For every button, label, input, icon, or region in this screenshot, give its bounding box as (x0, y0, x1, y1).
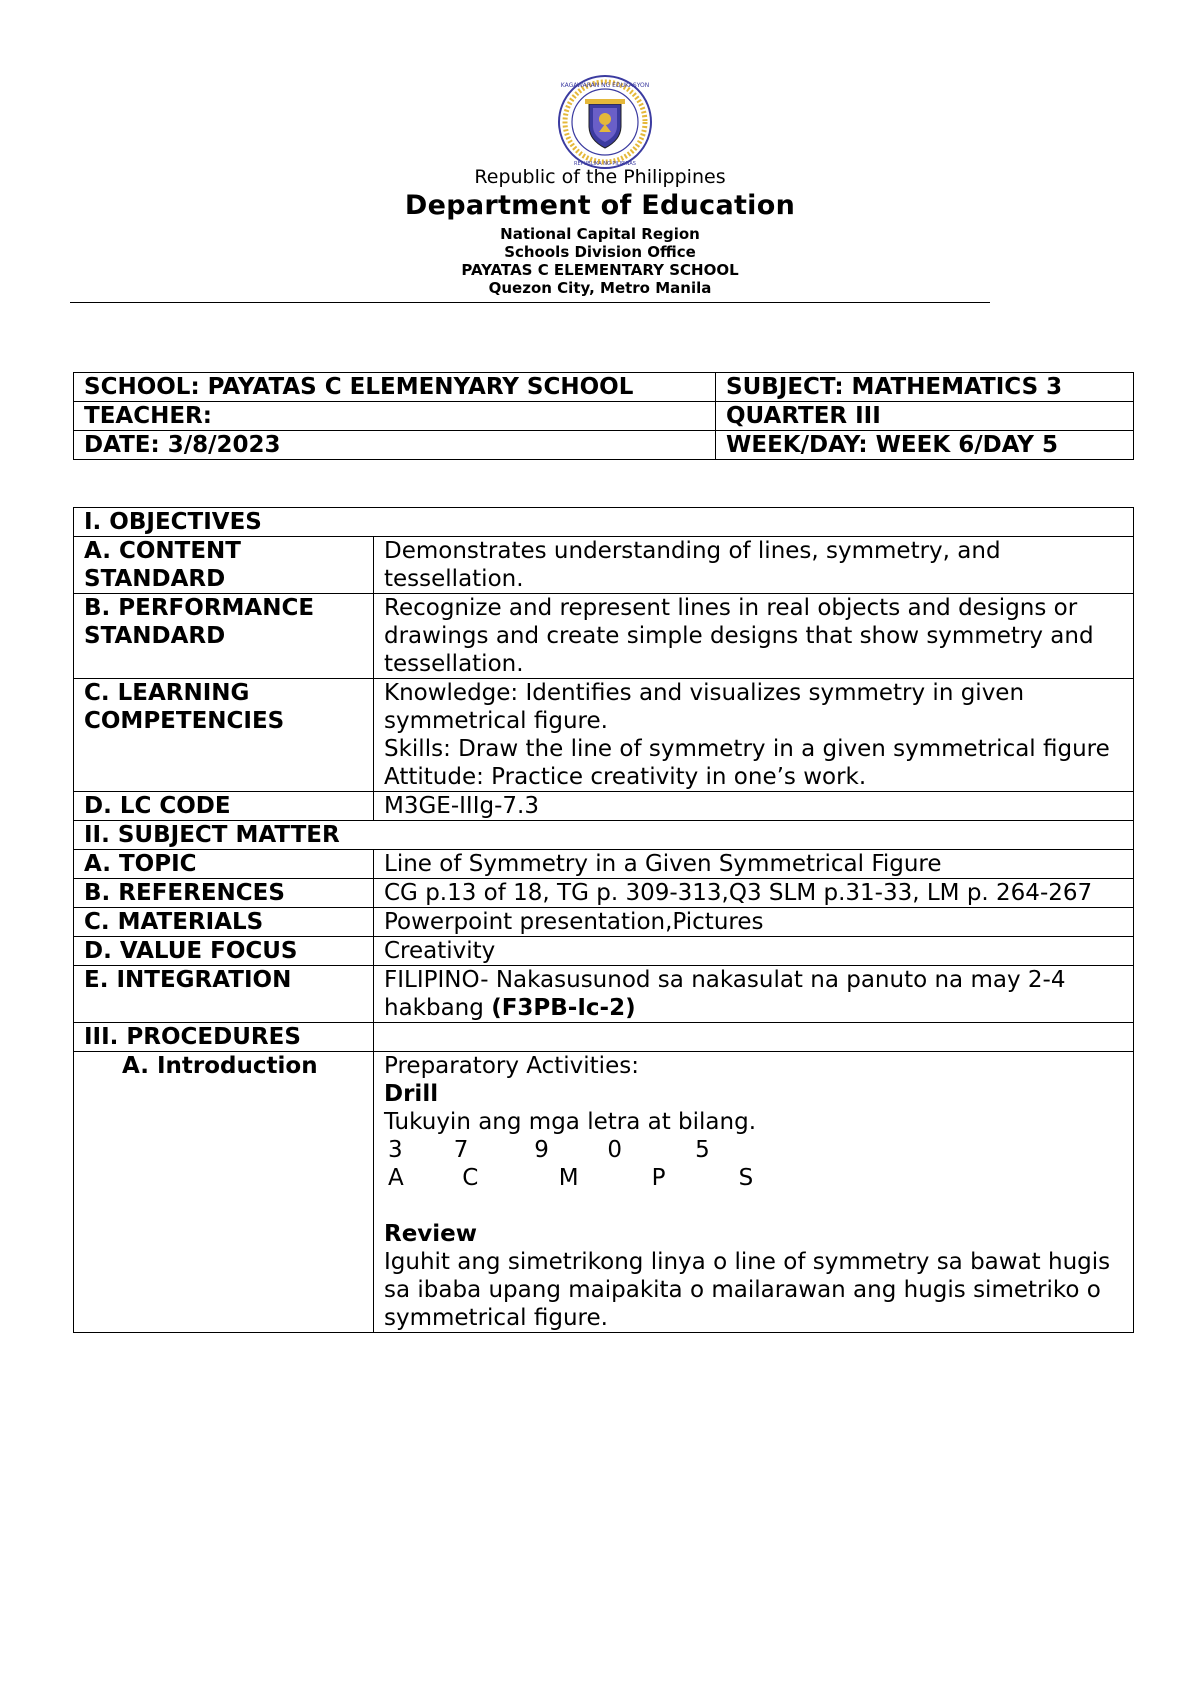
competencies-value (374, 679, 1134, 792)
drill-instruction: Tukuyin ang mga letra at bilang. (384, 1109, 757, 1135)
deped-seal-logo (555, 74, 655, 170)
table-row (74, 1052, 1134, 1333)
references-value: CG p.13 of 18, TG p. 309-313,Q3 SLM p.31-33, LM p. 264-267 (374, 879, 1134, 908)
value-focus-value: Creativity (374, 937, 1134, 966)
procedures-heading: III. PROCEDURES (74, 1023, 374, 1052)
school-line: PAYATAS C ELEMENTARY SCHOOL (461, 261, 739, 279)
competencies-label: C. LEARNING COMPETENCIES (74, 679, 374, 792)
info-row (74, 402, 1134, 431)
city-line: Quezon City, Metro Manila (488, 279, 712, 297)
table-row (74, 1023, 1134, 1052)
info-subject: SUBJECT: MATHEMATICS 3 (716, 373, 1134, 402)
value-focus-label: D. VALUE FOCUS (74, 937, 374, 966)
table-row (74, 879, 1134, 908)
drill-heading: Drill (384, 1081, 439, 1107)
subject-matter-heading: II. SUBJECT MATTER (74, 821, 1134, 850)
header-divider (70, 302, 990, 303)
materials-value: Powerpoint presentation,Pictures (374, 908, 1134, 937)
table-row (74, 966, 1134, 1023)
table-row (74, 937, 1134, 966)
seal-text-top: KAGAWARAN NG EDUKASYON (560, 82, 650, 89)
content-standard-label: A. CONTENT STANDARD (74, 537, 374, 594)
division-line: Schools Division Office (504, 243, 696, 261)
lc-code-value: M3GE-IIIg-7.3 (374, 792, 1134, 821)
lesson-table (73, 507, 1134, 1333)
topic-value: Line of Symmetry in a Given Symmetrical Figure (374, 850, 1134, 879)
procedures-heading-empty (374, 1023, 1134, 1052)
topic-label: A. TOPIC (74, 850, 374, 879)
info-week-day: WEEK/DAY: WEEK 6/DAY 5 (716, 431, 1134, 460)
table-row (74, 679, 1134, 792)
integration-text: FILIPINO- Nakasusunod sa nakasulat na panuto na may 2-4 hakbang (384, 967, 1066, 1021)
materials-label: C. MATERIALS (74, 908, 374, 937)
lc-code-label: D. LC CODE (74, 792, 374, 821)
skills-text: Skills: Draw the line of symmetry in a given symmetrical figure (384, 736, 1110, 762)
seal-text-bottom: REPUBLIKA NG PILIPINAS (574, 161, 636, 167)
knowledge-text: Knowledge: Identifies and visualizes symmetry in given symmetrical figure. (384, 680, 1025, 734)
republic-line: Republic of the Philippines (474, 166, 726, 188)
drill-letters: A C M P S (388, 1165, 754, 1191)
review-text: Iguhit ang simetrikong linya o line of symmetry sa bawat hugis sa ibaba upang maipakita o mailarawan ang hugis simetriko o symmetrical figure. (384, 1249, 1111, 1331)
table-row (74, 908, 1134, 937)
info-row (74, 431, 1134, 460)
integration-value (374, 966, 1134, 1023)
introduction-label: A. Introduction (74, 1052, 374, 1333)
attitude-text: Attitude: Practice creativity in one’s work. (384, 764, 867, 790)
preparatory-text: Preparatory Activities: (384, 1053, 639, 1079)
info-quarter: QUARTER III (716, 402, 1134, 431)
info-teacher: TEACHER: (74, 402, 716, 431)
table-row (74, 508, 1134, 537)
review-heading: Review (384, 1221, 478, 1247)
info-row (74, 373, 1134, 402)
table-row (74, 850, 1134, 879)
drill-numbers: 3 7 9 0 5 (388, 1137, 710, 1163)
introduction-value (374, 1052, 1134, 1333)
department-title: Department of Education (404, 190, 796, 221)
integration-label: E. INTEGRATION (74, 966, 374, 1023)
objectives-heading: I. OBJECTIVES (74, 508, 1134, 537)
table-row (74, 537, 1134, 594)
blank-line (384, 1192, 1133, 1220)
content-standard-value: Demonstrates understanding of lines, symmetry, and tessellation. (374, 537, 1134, 594)
performance-standard-value: Recognize and represent lines in real objects and designs or drawings and create simple designs that show symmetry and tessellation. (374, 594, 1134, 679)
info-table (73, 372, 1134, 460)
table-row (74, 594, 1134, 679)
table-row (74, 792, 1134, 821)
table-row (74, 821, 1134, 850)
info-school: SCHOOL: PAYATAS C ELEMENYARY SCHOOL (74, 373, 716, 402)
region-line: National Capital Region (500, 225, 700, 243)
performance-standard-label: B. PERFORMANCE STANDARD (74, 594, 374, 679)
info-date: DATE: 3/8/2023 (74, 431, 716, 460)
references-label: B. REFERENCES (74, 879, 374, 908)
integration-code: (F3PB-Ic-2) (491, 995, 636, 1021)
